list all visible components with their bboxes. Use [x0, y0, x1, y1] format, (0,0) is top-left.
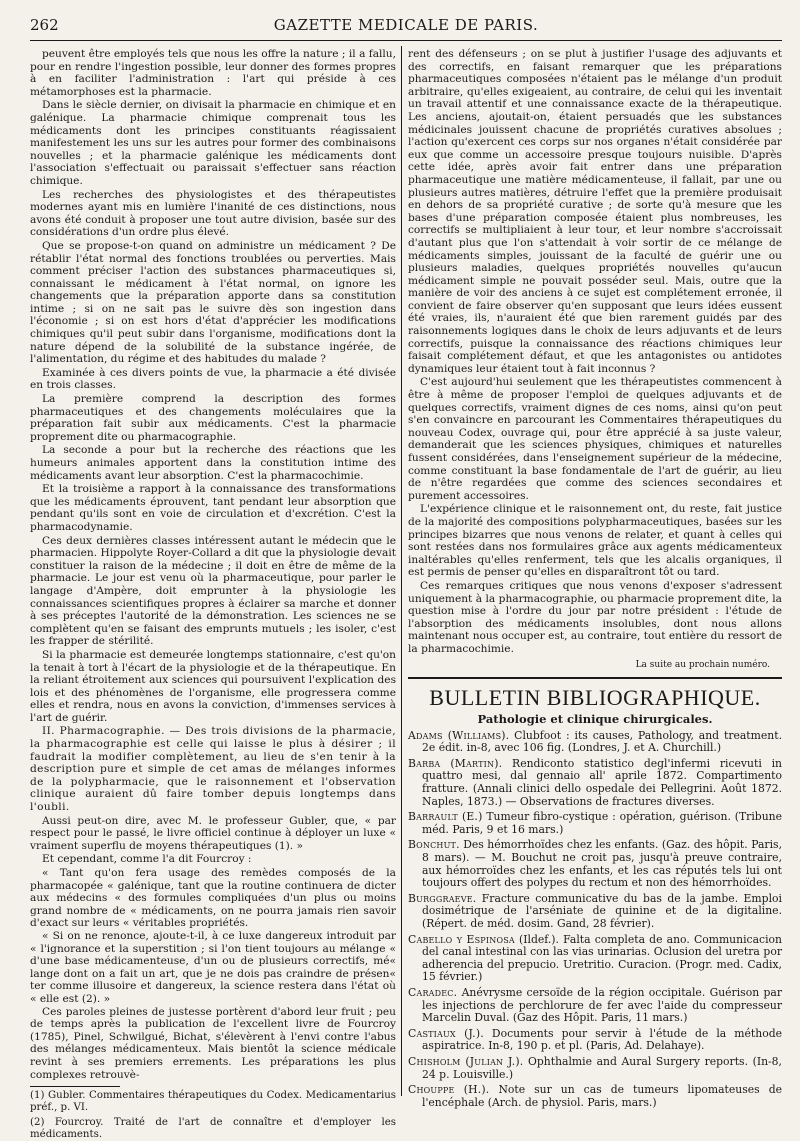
paragraph: Examinée à ces divers points de vue, la pharmacie a été divisée en trois classes.	[30, 366, 396, 392]
bibliography-entry	[408, 730, 782, 755]
footnote: (1) Gubler. Commentaires thérapeutiques du Codex. Medicamentarius préf., p. VI.	[30, 1090, 396, 1114]
entry-author: Bonchut.	[408, 838, 460, 852]
bibliography-entry	[408, 934, 782, 984]
entry-text: Note sur un cas de tumeurs lipomateuses de l'encéphale (Arch. de physiol. Paris, mars.)	[422, 1083, 782, 1109]
bibliography-entry	[408, 987, 782, 1025]
paragraph: peuvent être employés tels que nous les offre la nature ; il a fallu, pour en rendre l'ingestion possible, leur donner des formes propres à en faciliter l'administration : l'art qui préside à ces métamorphoses est la pharmacie.	[30, 48, 396, 98]
entry-text: Rendiconto statistico degl'infermi ricevuti in quattro mesi, dal gennaio all' aprile 1872. Compartimento fratture. (Annali clinici dello ospedale dei Pellegrini. Août 1872. Naples, 1873.) — Observations de fractures diverses.	[422, 756, 782, 808]
quote-paragraph: « Si on ne renonce, ajoute-t-il, à ce luxe dangereux introduit par « l'ignorance et la superstition ; si l'on tient toujours au mélange « d'une base médicamenteuse, d'un ou de plusieurs correctifs, mé« lange dont on a fait un art, que je ne dois pas craindre de présen« ter comme illusoire et dangereux, la science restera dans l'état où « elle est (2). »	[30, 929, 396, 1005]
entry-author: Barba (Martin).	[408, 756, 503, 770]
section-paragraph-pharmacographie: II. Pharmacographie. — Des trois divisions de la pharmacie, la pharmacographie est celle qui laisse le plus à désirer ; il faudrait la modifier complètement, au lieu de s'en tenir à la description pure et simple de cet amas de mélanges informes de la polypharmacie, que le raisonnement et l'observation clinique auraient dû faire tomber depuis longtemps dans l'oubli.	[30, 725, 396, 814]
bibliography-entry	[408, 893, 782, 931]
paragraph: Dans le siècle dernier, on divisait la pharmacie en chimique et en galénique. La pharmacie chimique comprenait tous les médicaments dont les principes constituants réagissaient manifestement les uns sur les autres pour former des combinaisons nouvelles ; et la pharmacie galénique les médicaments dont l'association s'effectuait ou paraissait s'effectuer sans réaction chimique.	[30, 99, 396, 187]
paragraph: La seconde a pour but la recherche des réactions que les humeurs animales apportent dans la constitution intime des médicaments avant leur absorption. C'est la pharmacochimie.	[30, 444, 396, 482]
paragraph: L'expérience clinique et le raisonnement ont, du reste, fait justice de la majorité des compositions polypharmaceutiques, basées sur les principes bizarres que nous venons de relater, et quant à celles qui sont restées dans nos formulaires grâce aux agents médicamenteux inaltérables qu'elles renferment, tels que les alcalis organiques, il est permis de penser qu'elles en disparaîtront tôt ou tard.	[408, 503, 782, 579]
paragraph: Si la pharmacie est demeurée longtemps stationnaire, c'est qu'on la tenait à tort à l'écart de la physiologie et de la thérapeutique. En la reliant étroitement aux sciences qui poursuivent l'explication des lois et des phénomènes de l'organisme, elle progressera comme elles et rendra, nous en avons la conviction, d'immenses services à l'art de guérir.	[30, 648, 396, 724]
paragraph: Ces remarques critiques que nous venons d'exposer s'adressent uniquement à la pharmacographie, ou pharmacie proprement dite, la question mise à l'ordre du jour par notre président : l'étude de l'absorption des médicaments insolubles, dont nous allons maintenant nous occuper est, au contraire, tout entière du ressort de la pharmacochimie.	[408, 579, 782, 655]
entry-author: Burggraeve.	[408, 891, 477, 905]
bibliography-entry	[408, 1056, 782, 1081]
paragraph: Et cependant, comme l'a dit Fourcroy :	[42, 853, 252, 866]
entry-text: (Ildef.). Falta completa de ano. Communicacion del canal intestinal con las vias urinarias. Oclusion del uretra por adherencia del prepucio. Uretritio. Curacion. (Progr. med. Cadix, 15 février.)	[422, 932, 782, 984]
entry-text: Anévrysme cersoïde de la région occipitale. Guérison par les injections de perchlorure de fer avec l'aide du compresseur Marcelin Duval. (Gaz des Hôpit. Paris, 11 mars.)	[422, 985, 782, 1025]
paragraph: Aussi peut-on dire, avec M. le professeur Gubler, que, « par respect pour le passé, le livre officiel continue à déployer un luxe « vraiment superflu de moyens thérapeutiques (1). »	[30, 814, 396, 852]
entry-text: Documents pour servir à l'étude de la méthode aspiratrice. In-8, 190 p. et pl. (Paris, Ad. Delahaye).	[422, 1026, 782, 1053]
header-rule	[30, 40, 782, 41]
paragraph: Ces paroles pleines de justesse portèrent d'abord leur fruit ; peu de temps après la publication de l'excellent livre de Fourcroy (1785), Pinel, Schwilgué, Bichat, s'élevèrent à l'envi contre l'abus des mélanges médicamenteux. Mais bientôt la science médicale revint à ses premiers errements. Les préparations les plus complexes retrouvè-	[30, 1005, 396, 1081]
entry-author: Adams (Williams).	[408, 728, 510, 742]
paragraph: Ces deux dernières classes intéressent autant le médecin que le pharmacien. Hippolyte Royer-Collard a dit que la physiologie devait constituer la raison de la médecine ; il doit en être de même de la pharmacie. Le jour est venu où la pharmaceutique, pour parler le langage d'Ampère, doit emprunter à la physiologie les connaissances scientifiques propres à éclairer sa marche et donner à ses préceptes l'autorité de la démonstration. Les sciences ne se complètent qu'en se faisant des emprunts mutuels ; les isoler, c'est les frapper de stérilité.	[30, 534, 396, 648]
entry-text: Ophthalmie and Aural Surgery reports. (In-8, 24 p. Louisville.)	[422, 1054, 782, 1081]
bibliography-entry	[408, 1028, 782, 1053]
page-number: 262	[30, 16, 59, 34]
entry-text: Fracture communicative du bas de la jambe. Emploi dosimétrique de l'arséniate de quinine et de la digitaline. (Répert. de méd. dosim. Gand, 28 février).	[422, 891, 782, 930]
column-divider	[401, 46, 402, 1096]
bibliography-entry	[408, 758, 782, 808]
paragraph: La première comprend la description des formes pharmaceutiques et des changements moléculaires que la préparation fait subir aux médicaments. C'est la pharmacie proprement dite ou pharmacographie.	[30, 393, 396, 443]
paragraph: Et la troisième a rapport à la connaissance des transformations que les médicaments éprouvent, tant pendant leur absorption que pendant qu'ils sont en voie de circulation et d'excrétion. C'est la pharmacodynamie.	[30, 483, 396, 533]
entry-text: Tumeur fibro-cystique : opération, guérison. (Tribune méd. Paris, 9 et 16 mars.)	[422, 810, 782, 836]
paragraph: Les recherches des physiologistes et des thérapeutistes modernes ayant mis en lumière l'inanité de ces distinctions, nous avons été conduit à proposer une tout autre division, basée sur des considérations d'un ordre plus élevé.	[30, 188, 396, 239]
entry-author: Cabello y Espinosa	[408, 932, 515, 946]
bulletin-rule	[408, 677, 782, 679]
bibliography-entry	[408, 839, 782, 889]
bibliography-entry	[408, 811, 782, 836]
continuation-note: La suite au prochain numéro.	[635, 659, 770, 670]
left-column	[30, 48, 396, 1140]
footnote: (2) Fourcroy. Traité de l'art de connaître et d'employer les médicaments.	[30, 1116, 396, 1140]
paragraph: Que se propose-t-on quand on administre un médicament ? De rétablir l'état normal des fonctions troublées ou perverties. Mais comment préciser l'action des substances pharmaceutiques si, connaissant le médicament à l'état normal, on ignore les changements que la préparation apporte dans sa constitution intime ; si on ne sait pas le suivre dès son ingestion dans l'économie ; si on est hors d'état d'apprécier les modifications chimiques qu'il peut subir dans l'organisme, modifications dont la nature dépend de la solubilité de la substance ingérée, de l'alimentation, du régime et des habitudes du malade ?	[30, 239, 396, 366]
entry-author: Castiaux (J.).	[408, 1026, 484, 1040]
paragraph: rent des défenseurs ; on se plut à justifier l'usage des adjuvants et des correctifs, en faisant remarquer que les préparations pharmaceutiques composées n'étaient pas le mélange d'un produit arbitraire, qu'elles exigeaient, au contraire, de celui qui les inventait un travail attentif et une connaissance exacte de la thérapeutique. Les anciens, ajoutait-on, étaient persuadés que les substances médicinales jouissent chacune de propriétés curatives absolues ; l'action qu'exercent ces corps sur nos organes n'était considérée par eux que comme un accessoire presque toujours nuisible. D'après cette idée, après avoir fait entrer dans une préparation pharmaceutique une matière médicamenteuse, il fallait, par une ou plusieurs autres matières, détruire l'effet que la première produisait en dehors de sa propriété curative ; de sorte qu'à mesure que les bases d'une préparation composée étaient plus nombreuses, les correctifs se multipliaient à leur tour, et leur nombre s'accroissait d'autant plus que l'on s'attendait à voir sortir de ce mélange de médicaments simples, jouissant de la faculté de guérir une ou plusieurs maladies, quelques propriétés nouvelles qu'aucun médicament simple ne pouvait posséder seul. Mais, outre que la manière de voir des anciens à ce sujet est complétement erronée, il convient de faire observer qu'en supposant que leurs idées eussent été vraies, ils, n'auraient été que bien rarement guidés par des raisonnements logiques dans le choix de leurs adjuvants et de leurs correctifs, puisque la connaissance des réactions chimiques leur faisait complétement défaut, et que les antagonistes ou antidotes dynamiques leur étaient tout à fait inconnus ?	[408, 48, 782, 375]
entry-author: Chouppe (H.).	[408, 1083, 490, 1097]
bibliography-entry	[408, 1084, 782, 1109]
bulletin-title: BULLETIN BIBLIOGRAPHIQUE.	[429, 685, 761, 711]
journal-title: GAZETTE MEDICALE DE PARIS.	[273, 16, 539, 34]
entry-author: Barrault (E.)	[408, 810, 483, 824]
entry-text: Des hémorrhoïdes chez les enfants. (Gaz. des hôpit. Paris, 8 mars). — M. Bouchut ne croit pas, jusqu'à preuve contraire, aux hémorroïdes chez les enfants, et les cas réputés tels lui ont toujours offert des polypes du rectum et non des hémorrhoïdes.	[422, 838, 782, 890]
entry-author: Caradec.	[408, 985, 458, 999]
paragraph: C'est aujourd'hui seulement que les thérapeutistes commencent à être à même de proposer l'emploi de quelques adjuvants et de quelques correctifs, vraiment dignes de ces noms, ainsi qu'on peut s'en convaincre en parcourant les Commentaires thérapeutiques du nouveau Codex, ouvrage qui, pour être apprécié à sa juste valeur, demanderait que les sciences physiques, chimiques et naturelles fussent considérées, dans l'enseignement supérieur de la médecine, comme constituant la base fondamentale de l'art de guérir, au lieu de n'être regardées que comme des sciences secondaires et purement accessoires.	[408, 376, 782, 502]
quote-paragraph: « Tant qu'on fera usage des remèdes composés de la pharmacopée « galénique, tant que la routine continuera de dicter aux médecins « des formules compliquées d'un plus ou moins grand nombre de « médicaments, on ne pourra jamais rien savoir d'exact sur leurs « véritables propriétés.	[30, 867, 396, 930]
bulletin-subtitle: Pathologie et clinique chirurgicales.	[477, 712, 713, 727]
entry-text: Clubfoot : its causes, Pathology, and treatment. 2e édit. in-8, avec 106 fig. (Londres, J. et A. Churchill.)	[422, 728, 782, 755]
footnote-rule	[30, 1086, 120, 1087]
page-header	[30, 14, 782, 38]
right-column	[408, 48, 782, 1109]
entry-author: Chisholm (Julian J.).	[408, 1054, 524, 1068]
